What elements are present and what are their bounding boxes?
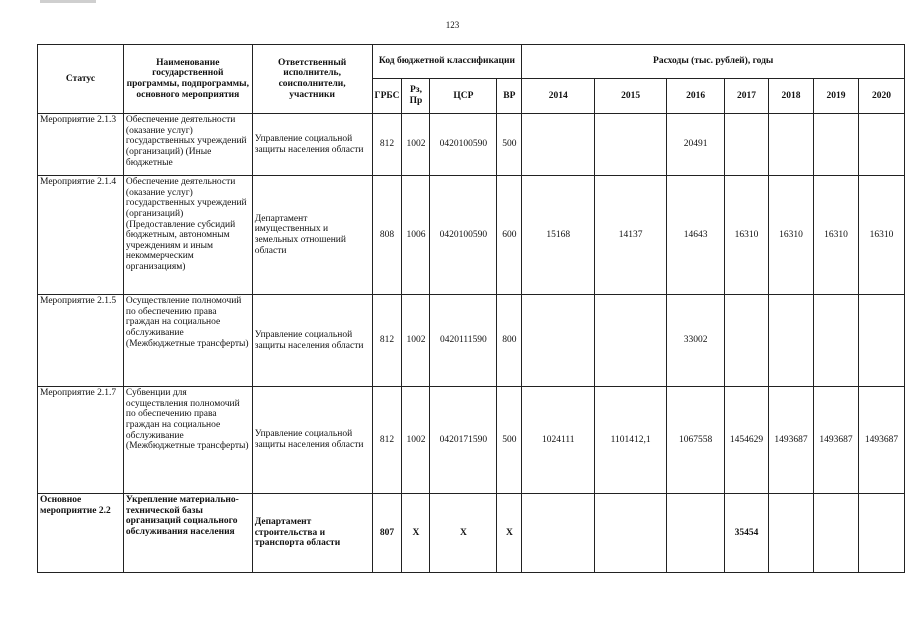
row-value-2018 (769, 114, 814, 176)
row-value-2020 (858, 494, 904, 573)
row-value-2014: 1024111 (522, 387, 595, 494)
row-rzpr: 1002 (402, 295, 430, 387)
row-value-2017: 35454 (725, 494, 769, 573)
header-year-2017: 2017 (725, 79, 769, 114)
row-value-2016: 33002 (667, 295, 725, 387)
row-value-2017: 1454629 (725, 387, 769, 494)
row-value-2019 (813, 295, 858, 387)
row-name: Осуществление полномочий по обеспечению права граждан на социальное обслуживание (Межбюджетные трансферты) (123, 295, 252, 387)
row-value-2014 (522, 494, 595, 573)
header-year-2015: 2015 (595, 79, 667, 114)
row-value-2015 (595, 494, 667, 573)
row-value-2015: 1101412,1 (595, 387, 667, 494)
header-year-2018: 2018 (769, 79, 814, 114)
row-vr: 500 (497, 114, 522, 176)
row-csr: 0420111590 (430, 295, 497, 387)
row-executor: Департамент строительства и транспорта области (252, 494, 372, 573)
row-value-2020 (858, 295, 904, 387)
row-value-2016: 14643 (667, 176, 725, 295)
row-name: Обеспечение деятельности (оказание услуг) государственных учреждений (организаций) (Предоставление субсидий бюджетным, автономным учреждениям и иным некоммерческим организациям) (123, 176, 252, 295)
row-vr: 500 (497, 387, 522, 494)
row-grbs: 812 (372, 387, 402, 494)
header-row-top (38, 45, 905, 79)
row-status: Мероприятие 2.1.4 (38, 176, 124, 295)
row-value-2015 (595, 114, 667, 176)
row-name: Субвенции для осуществления полномочий по обеспечению права граждан на социальное обслуживание (Межбюджетные трансферты) (123, 387, 252, 494)
row-vr: 600 (497, 176, 522, 295)
row-value-2017: 16310 (725, 176, 769, 295)
row-vr: 800 (497, 295, 522, 387)
row-rzpr: 1002 (402, 387, 430, 494)
row-name: Обеспечение деятельности (оказание услуг) государственных учреждений (организаций) (Иные бюджетные (123, 114, 252, 176)
row-rzpr: 1006 (402, 176, 430, 295)
row-value-2018 (769, 494, 814, 573)
row-rzpr: Х (402, 494, 430, 573)
row-value-2016: 1067558 (667, 387, 725, 494)
header-year-2020: 2020 (858, 79, 904, 114)
row-value-2014: 15168 (522, 176, 595, 295)
header-grbs: ГРБС (372, 79, 402, 114)
row-executor: Управление социальной защиты населения области (252, 114, 372, 176)
header-status: Статус (38, 45, 124, 114)
header-csr: ЦСР (430, 79, 497, 114)
row-status: Мероприятие 2.1.3 (38, 114, 124, 176)
row-grbs: 808 (372, 176, 402, 295)
row-csr: Х (430, 494, 497, 573)
row-value-2018: 16310 (769, 176, 814, 295)
row-value-2017 (725, 295, 769, 387)
row-status: Основное мероприятие 2.2 (38, 494, 124, 573)
row-value-2020: 16310 (858, 176, 904, 295)
row-executor: Управление социальной защиты населения области (252, 387, 372, 494)
row-value-2018 (769, 295, 814, 387)
row-executor: Департамент имущественных и земельных отношений области (252, 176, 372, 295)
row-value-2019 (813, 494, 858, 573)
table-row (38, 176, 905, 295)
row-value-2015: 14137 (595, 176, 667, 295)
header-year-2014: 2014 (522, 79, 595, 114)
row-value-2020: 1493687 (858, 387, 904, 494)
budget-table (37, 44, 905, 573)
row-value-2019: 16310 (813, 176, 858, 295)
header-executor: Ответственный исполнитель, соисполнители, участники (252, 45, 372, 114)
row-value-2020 (858, 114, 904, 176)
row-name: Укрепление материально-технической базы организаций социального обслуживания населения (123, 494, 252, 573)
row-value-2015 (595, 295, 667, 387)
row-csr: 0420171590 (430, 387, 497, 494)
row-value-2014 (522, 295, 595, 387)
row-rzpr: 1002 (402, 114, 430, 176)
header-year-2019: 2019 (813, 79, 858, 114)
row-value-2016 (667, 494, 725, 573)
row-value-2016: 20491 (667, 114, 725, 176)
header-year-2016: 2016 (667, 79, 725, 114)
scan-artifact (40, 0, 96, 3)
row-grbs: 812 (372, 114, 402, 176)
row-status: Мероприятие 2.1.5 (38, 295, 124, 387)
row-vr: Х (497, 494, 522, 573)
page-number: 123 (445, 20, 460, 30)
row-value-2014 (522, 114, 595, 176)
row-csr: 0420100590 (430, 176, 497, 295)
row-value-2019 (813, 114, 858, 176)
row-value-2018: 1493687 (769, 387, 814, 494)
table-row (38, 295, 905, 387)
row-value-2019: 1493687 (813, 387, 858, 494)
row-value-2017 (725, 114, 769, 176)
table-row (38, 387, 905, 494)
row-status: Мероприятие 2.1.7 (38, 387, 124, 494)
header-expenses: Расходы (тыс. рублей), годы (522, 45, 905, 79)
header-budget-code: Код бюджетной классификации (372, 45, 522, 79)
table-row (38, 114, 905, 176)
row-grbs: 807 (372, 494, 402, 573)
table-row (38, 494, 905, 573)
header-vr: ВР (497, 79, 522, 114)
row-grbs: 812 (372, 295, 402, 387)
row-csr: 0420100590 (430, 114, 497, 176)
row-executor: Управление социальной защиты населения области (252, 295, 372, 387)
header-rzpr: Рз, Пр (402, 79, 430, 114)
header-name: Наименование государственной программы, подпрограммы, основного мероприятия (123, 45, 252, 114)
